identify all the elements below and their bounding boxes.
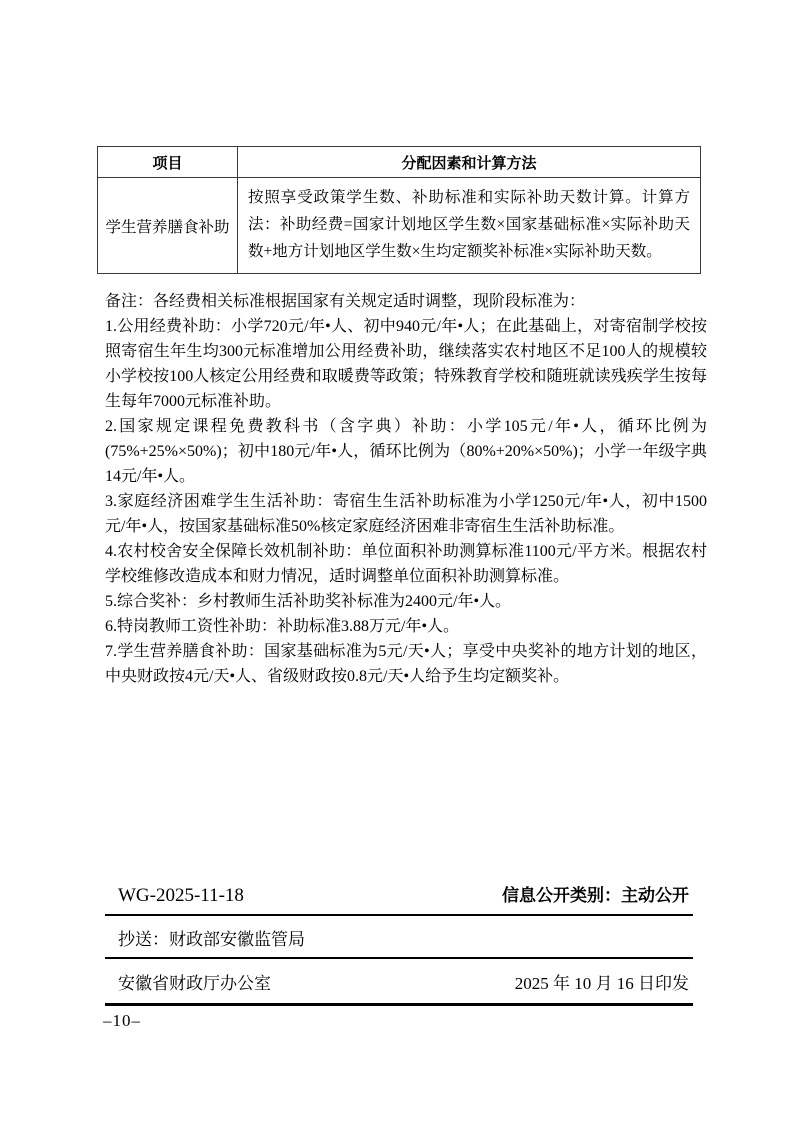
document-footer [105,879,693,1006]
table-header-row [98,147,701,178]
note-item-2: 2.国家规定课程免费教科书（含字典）补助：小学105元/年•人，循环比例为(75%+25%×50%)；初中180元/年•人，循环比例为（80%+20%×50%)；小学一年级字典14元/年•人。 [105,418,707,485]
table-cell-item: 学生营养膳食补助 [98,178,238,274]
note-item-6: 6.特岗教师工资性补助：补助标准3.88万元/年•人。 [105,618,460,635]
footer-row-issuer [105,959,693,1006]
footer-cc: 抄送：财政部安徽监管局 [118,930,305,949]
table-cell-method: 按照享受政策学生数、补助标准和实际补助天数计算。计算方法：补助经费=国家计划地区学生数×国家基础标准×实际补助天数+地方计划地区学生数×生均定额奖补标准×实际补助天数。 [238,178,701,274]
notes-intro: 备注：各经费相关标准根据国家有关规定适时调整，现阶段标准为： [105,293,586,310]
page-number: –10– [103,1011,141,1030]
note-item-3: 3.家庭经济困难学生生活补助：寄宿生生活补助标准为小学1250元/年•人，初中1500元/年•人，按国家基础标准50%核定家庭经济困难非寄宿生生活补助标准。 [105,493,707,535]
footer-doc-number: WG-2025-11-18 [118,885,244,906]
note-item-4: 4.农村校舍安全保障长效机制补助：单位面积补助测算标准1100元/平方米。根据农村学校维修改造成本和财力情况，适时调整单位面积补助测算标准。 [105,543,707,585]
footer-issuer: 安徽省财政厅办公室 [118,974,271,993]
footer-row-cc [105,916,693,959]
note-item-5: 5.综合奖补：乡村教师生活补助奖补标准为2400元/年•人。 [105,593,512,610]
footer-disclosure-category: 信息公开类别：主动公开 [502,886,689,905]
table-row [98,178,701,274]
table-header-method: 分配因素和计算方法 [238,147,701,178]
notes-section [105,289,707,689]
footer-row-doc-info [105,879,693,916]
note-item-1: 1.公用经费补助：小学720元/年•人、初中940元/年•人；在此基础上，对寄宿制学校按照寄宿生年生均300元标准增加公用经费补助，继续落实农村地区不足100人的规模较小学校按100人核定公用经费和取暖费等政策；特殊教育学校和随班就读残疾学生按每生每年7000元标准补助。 [105,318,707,410]
note-item-7: 7.学生营养膳食补助：国家基础标准为5元/天•人；享受中央奖补的地方计划的地区，中央财政按4元/天•人、省级财政按0.8元/天•人给予生均定额奖补。 [105,643,707,685]
table-header-item: 项目 [98,147,238,178]
allocation-method-table [97,146,701,274]
footer-issue-date: 2025 年 10 月 16 日印发 [514,974,689,993]
